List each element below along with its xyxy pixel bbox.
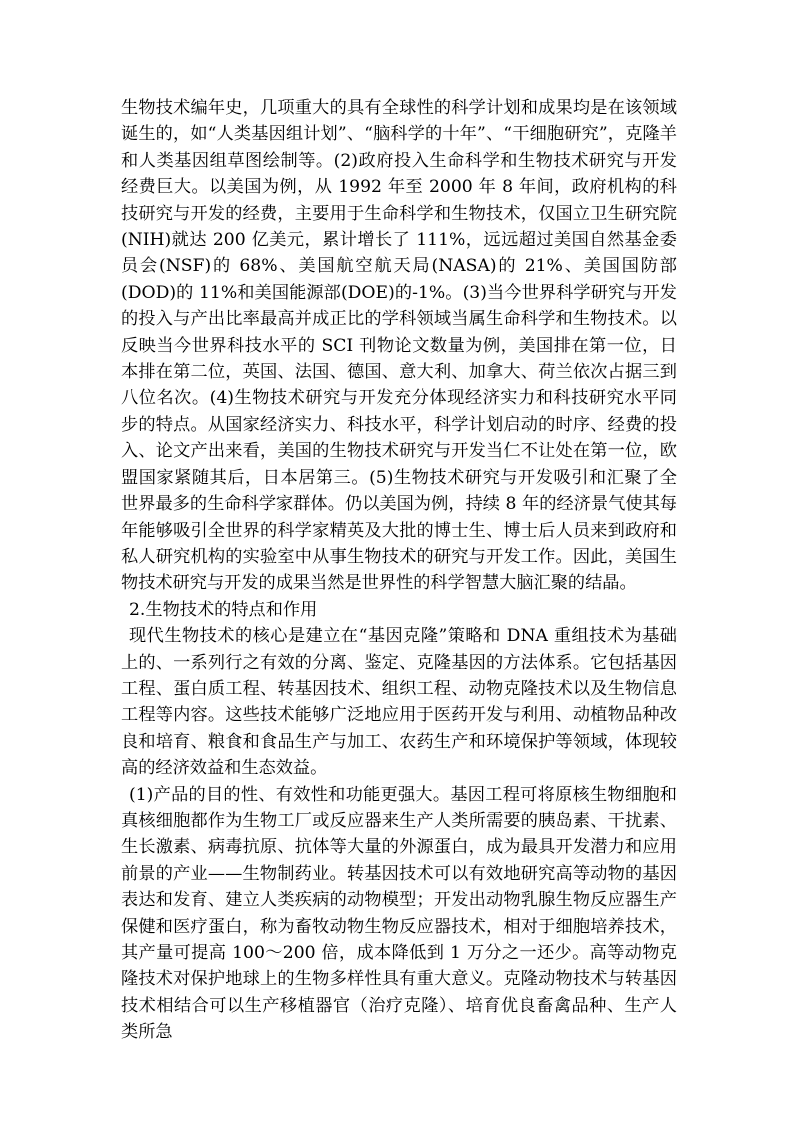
body-paragraph: (1)产品的目的性、有效性和功能更强大。基因工程可将原核生物细胞和真核细胞都作为生物工厂或反应器来生产人类所需要的胰岛素、干扰素、生长激素、病毒抗原、抗体等大量的外源蛋白，成为最具开发潜力和应用前景的产业——生物制药业。转基因技术可以有效地研究高等动物的基因表达和发育、建立人类疾病的动物模型；开发出动物乳腺生物反应器生产保健和医疗蛋白，称为畜牧动物生物反应器技术，相对于细胞培养技术，其产量可提高 100～200 倍，成本降低到 1 万分之一还少。高等动物克隆技术对保护地球上的生物多样性具有重大意义。克隆动物技术与转基因技术相结合可以生产移植器官（治疗克隆）、培育优良畜禽品种、生产人类所急 (121, 784, 677, 1043)
body-paragraph: 生物技术编年史，几项重大的具有全球性的科学计划和成果均是在该领域诞生的，如“人类基因组计划”、“脑科学的十年”、“干细胞研究”，克隆羊和人类基因组草图绘制等。(2)政府投入生命科学和生物技术研究与开发经费巨大。以美国为例，从 1992 年至 2000 年 8 年间，政府机构的科技研究与开发的经费，主要用于生命科学和生物技术，仅国立卫生研究院(NIH)就达 200 亿美元，累计增长了 111%，远远超过美国自然基金委员会(NSF)的 68%、美国航空航天局(NASA)的 21%、美国国防部(DOD)的 11%和美国能源部(DOE)的-1%。(3)当今世界科学研究与开发的投入与产出比率最高并成正比的学科领域当属生命科学和生物技术。以反映当今世界科技水平的 SCI 刊物论文数量为例，美国排在第一位，日本排在第二位，英国、法国、德国、意大利、加拿大、荷兰依次占据三到八位名次。(4)生物技术研究与开发充分体现经济实力和科技研究水平同步的特点。从国家经济实力、科技水平，科学计划启动的时序、经费的投入、论文产出来看，美国的生物技术研究与开发当仁不让处在第一位，欧盟国家紧随其后，日本居第三。(5)生物技术研究与开发吸引和汇聚了全世界最多的生命科学家群体。仍以美国为例，持续 8 年的经济景气使其每年能够吸引全世界的科学家精英及大批的博士生、博士后人员来到政府和私人研究机构的实验室中从事生物技术的研究与开发工作。因此，美国生物技术研究与开发的成果当然是世界性的科学智慧大脑汇聚的结晶。 (121, 98, 677, 594)
document-page (121, 95, 677, 1046)
body-paragraph: 现代生物技术的核心是建立在“基因克隆”策略和 DNA 重组技术为基础上的、一系列行之有效的分离、鉴定、克隆基因的方法体系。它包括基因工程、蛋白质工程、转基因技术、组织工程、动物克隆技术以及生物信息工程等内容。这些技术能够广泛地应用于医药开发与利用、动植物品种改良和培育、粮食和食品生产与加工、农药生产和环境保护等领域，体现较高的经济效益和生态效益。 (121, 626, 677, 779)
section-heading: 2.生物技术的特点和作用 (129, 599, 318, 620)
